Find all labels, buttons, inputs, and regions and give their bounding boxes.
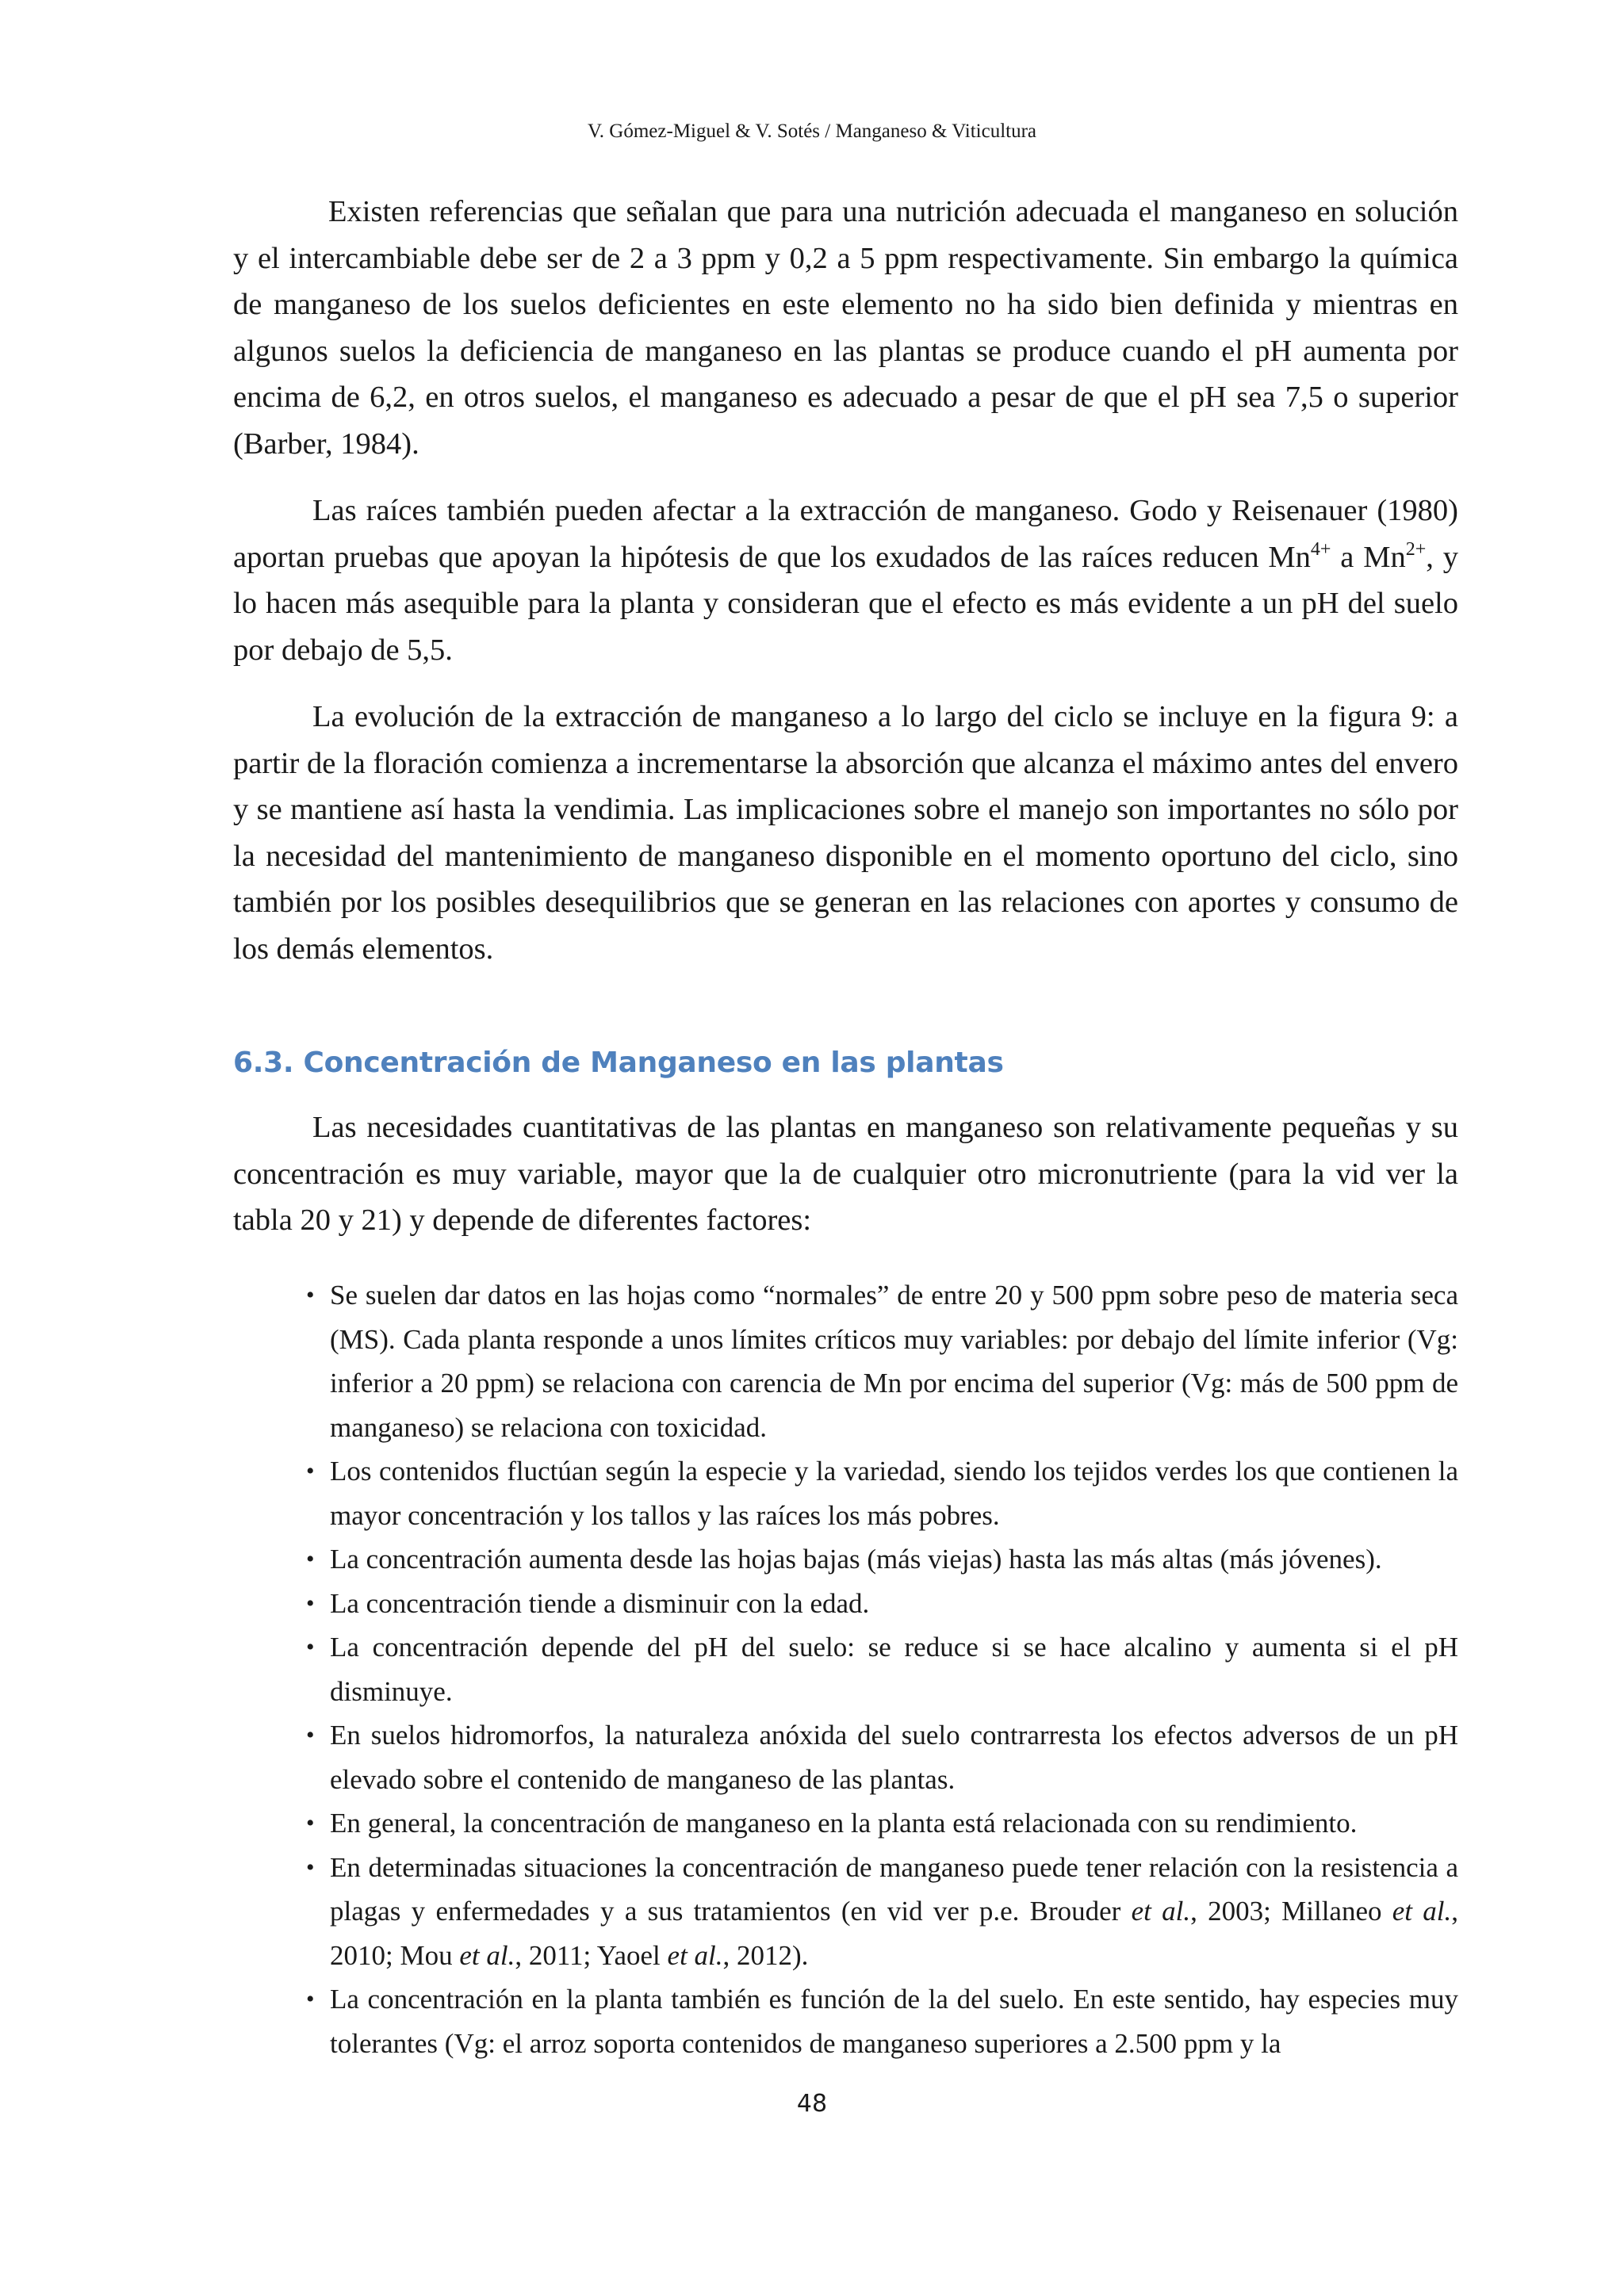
list-item <box>306 1582 1458 1626</box>
paragraph-2 <box>233 488 1458 673</box>
bullet-icon: • <box>306 1810 315 1836</box>
bullet-icon: • <box>306 1590 315 1617</box>
list-item-text: En suelos hidromorfos, la naturaleza anóxida del suelo contrarresta los efectos adversos de un pH elevado sobre el contenido de manganeso de las plantas. <box>330 1720 1458 1795</box>
list-item-text: La concentración tiende a disminuir con la edad. <box>330 1587 870 1619</box>
section-body <box>233 1104 1458 1244</box>
citation-text-c: , 2010; Mou <box>330 1896 1459 1971</box>
citation-etal: et al. <box>1131 1896 1191 1927</box>
list-item <box>306 1801 1458 1846</box>
section-heading: 6.3. Concentración de Manganeso en las plantas <box>233 1047 1004 1079</box>
bullet-icon: • <box>306 1546 315 1572</box>
list-item <box>306 1713 1458 1801</box>
citation-text-a: En determinadas situaciones la concentración de manganeso puede tener relación con la resistencia a plagas y enfermedades y a sus tratamientos (en vid ver p.e. Brouder <box>330 1851 1458 1927</box>
running-header: V. Gómez-Miguel & V. Sotés / Manganeso & Viticultura <box>587 121 1037 142</box>
list-item-text: La concentración aumenta desde las hojas bajas (más viejas) hasta las más altas (más jóvenes). <box>330 1544 1382 1575</box>
section-intro: Las necesidades cuantitativas de las plantas en manganeso son relativamente pequeñas y su concentración es muy variable, mayor que la de cualquier otro micronutriente (para la vid ver la tabla 20 y 21) y depende de diferentes factores: <box>233 1111 1458 1237</box>
bullet-icon: • <box>306 1282 315 1308</box>
paragraph-1: Existen referencias que señalan que para una nutrición adecuada el manganeso en solución y el intercambiable debe ser de 2 a 3 ppm y 0,2 a 5 ppm respectivamente. Sin embargo la química de manganeso de los suelos deficientes en este elemento no ha sido bien definida y mientras en algunos suelos la deficiencia de manganeso en las plantas se produce cuando el pH aumenta por encima de 6,2, en otros suelos, el manganeso es adecuado a pesar de que el pH sea 7,5 o superior (Barber, 1984). <box>233 195 1458 461</box>
superscript-mn2: 2+ <box>1405 538 1427 560</box>
superscript-mn4: 4+ <box>1310 538 1331 560</box>
list-item-text: Se suelen dar datos en las hojas como “normales” de entre 20 y 500 ppm sobre peso de materia seca (MS). Cada planta responde a unos límites críticos muy variables: por debajo del límite inferior (Vg: inferior a 20 ppm) se relaciona con carencia de Mn por encima del superior (Vg: más de 500 ppm de manganeso) se relaciona con toxicidad. <box>330 1280 1458 1443</box>
list-item-text: La concentración en la planta también es función de la del suelo. En este sentido, hay especies muy tolerantes (Vg: el arroz soporta contenidos de manganeso superiores a 2.500 ppm y la <box>330 1984 1458 2059</box>
bullet-icon: • <box>306 1722 315 1748</box>
list-item <box>306 1846 1458 1978</box>
paragraph-2-text-c: , y lo hacen más asequible para la planta y consideran que el efecto es más evidente a un pH del suelo por debajo de 5,5. <box>233 540 1458 667</box>
factor-list <box>306 1273 1458 2065</box>
bullet-icon: • <box>306 1986 315 2012</box>
list-item-text: La concentración depende del pH del suelo: se reduce si se hace alcalino y aumenta si el pH disminuye. <box>330 1632 1458 1707</box>
body-text <box>233 189 1458 993</box>
bullet-icon: • <box>306 1458 315 1484</box>
list-item <box>306 1977 1458 2065</box>
paragraph-3: La evolución de la extracción de manganeso a lo largo del ciclo se incluye en la figura 9: a partir de la floración comienza a incrementarse la absorción que alcanza el máximo antes del envero y se mantiene así hasta la vendimia. Las implicaciones sobre el manejo son importantes no sólo por la necesidad del mantenimiento de manganeso disponible en el momento oportuno del ciclo, sino también por los posibles desequilibrios que se generan en las relaciones con aportes y consumo de los demás elementos. <box>233 700 1458 966</box>
citation-etal: et al. <box>459 1939 515 1971</box>
list-item <box>306 1273 1458 1449</box>
citation-text-b: , 2003; Millaneo <box>1190 1896 1392 1927</box>
citation-etal: et al. <box>1392 1896 1452 1927</box>
bullet-icon: • <box>306 1634 315 1660</box>
list-item <box>306 1625 1458 1713</box>
list-item <box>306 1449 1458 1537</box>
list-item-text <box>330 1852 1458 1971</box>
paragraph-2-text-b: a Mn <box>1331 540 1406 574</box>
list-item-text: En general, la concentración de manganeso en la planta está relacionada con su rendimiento. <box>330 1808 1358 1839</box>
page-number: 48 <box>796 2090 828 2118</box>
paragraph-2-text-a: Las raíces también pueden afectar a la extracción de manganeso. Godo y Reisenauer (1980) aportan pruebas que apoyan la hipótesis de que los exudados de las raíces reducen Mn <box>233 494 1458 574</box>
citation-etal: et al. <box>667 1939 723 1971</box>
bullet-icon: • <box>306 1854 315 1881</box>
list-item-text: Los contenidos fluctúan según la especie y la variedad, siendo los tejidos verdes los que contienen la mayor concentración y los tallos y las raíces los más pobres. <box>330 1456 1458 1531</box>
list-item <box>306 1537 1458 1582</box>
citation-text-e: , 2012). <box>722 1939 809 1971</box>
citation-text-d: , 2011; Yaoel <box>515 1939 668 1971</box>
